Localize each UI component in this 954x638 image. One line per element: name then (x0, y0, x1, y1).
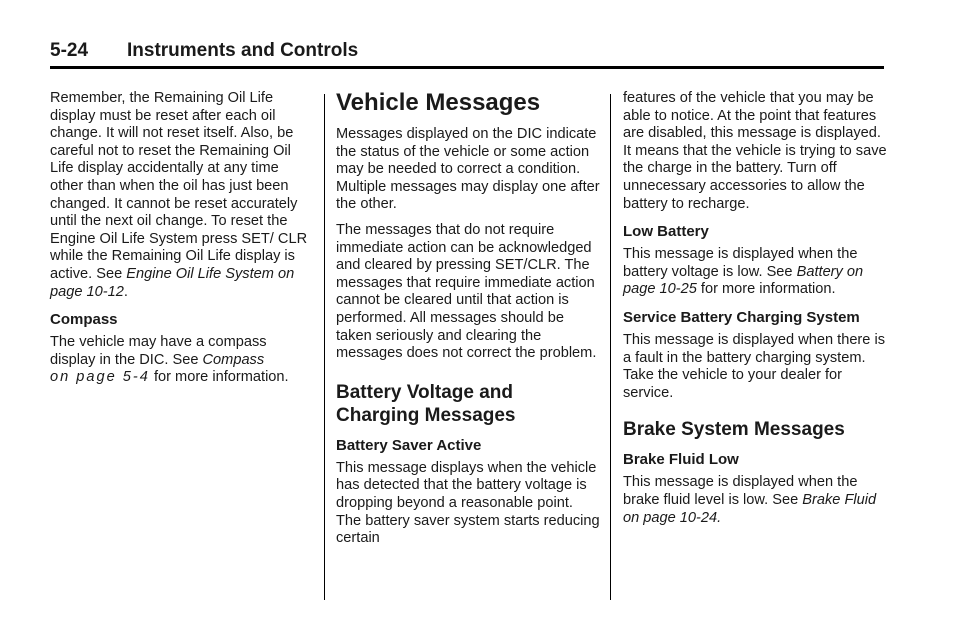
brake-fluid-reference-link[interactable]: Brake Fluid on page 10-24 (623, 491, 877, 526)
vehicle-messages-title: Vehicle Messages (336, 89, 541, 116)
column-middle (336, 90, 600, 556)
messages-intro-paragraph: Messages displayed on the DIC indicate the status of the vehicle or some action may be needed to correct a condition. Multiple messages may display one after the other. (336, 126, 600, 213)
messages-clearing-paragraph: The messages that do not require immediate action can be acknowledged and cleared by pressing SET/CLR. The messages that require immediate action cannot be cleared until that action is performed. All messages should be taken seriously and clearing the messages does not correct the problem. (336, 221, 597, 362)
oil-life-paragraph: Remember, the Remaining Oil Life display must be reset after each oil change. It will not reset itself. Also, be careful not to reset the Remaining Oil Life display accidentally at any time other than when the oil has just been changed. It cannot be reset accurately until the next oil change. To reset the Engine Oil Life System press SET/ CLR while the Remaining Oil Life display is active. See Engine Oil Life System on page 10-12. (50, 90, 308, 300)
column-left (50, 90, 312, 395)
column-divider (610, 94, 611, 600)
page-number: 5-24 (50, 40, 89, 61)
page-header (50, 38, 884, 69)
column-divider (324, 94, 325, 600)
service-battery-paragraph: This message is displayed when there is a fault in the battery charging system. Take the vehicle to your dealer for service. (623, 331, 886, 401)
compass-heading: Compass (50, 311, 118, 329)
battery-saver-paragraph: This message displays when the vehicle has detected that the battery voltage is dropping beyond a reasonable point. The battery saver system starts reducing certain (336, 459, 600, 547)
brake-fluid-heading: Brake Fluid Low (623, 451, 739, 469)
battery-saver-continued-paragraph: features of the vehicle that you may be able to notice. At the point that features are disabled, this message is displayed. It means that the vehicle is trying to save the charge in the battery. Turn off unnecessary accessories to allow the battery to recharge. (623, 90, 887, 212)
battery-saver-heading: Battery Saver Active (336, 436, 482, 454)
section-title: Instruments and Controls (127, 40, 359, 61)
compass-paragraph: The vehicle may have a compass display in the DIC. See Compass on page 5-4 for more information. (50, 334, 289, 386)
compass-reference-link[interactable]: Compass (202, 351, 265, 368)
battery-voltage-heading: Battery Voltage and Charging Messages (336, 381, 516, 426)
brake-system-heading: Brake System Messages (623, 419, 845, 441)
brake-fluid-paragraph: This message is displayed when the brake fluid level is low. See Brake Fluid on page 10-24. (623, 474, 877, 526)
low-battery-heading: Low Battery (623, 223, 709, 241)
battery-reference-link[interactable]: Battery on page 10-25 (623, 263, 864, 298)
low-battery-paragraph: This message is displayed when the battery voltage is low. See Battery on page 10-25 for more information. (623, 246, 864, 298)
column-right (623, 90, 887, 535)
compass-reference-page[interactable]: on page 5-4 (50, 369, 150, 386)
oil-life-reference-link[interactable]: Engine Oil Life System on page 10-12 (50, 265, 295, 300)
service-battery-heading: Service Battery Charging System (623, 308, 860, 326)
